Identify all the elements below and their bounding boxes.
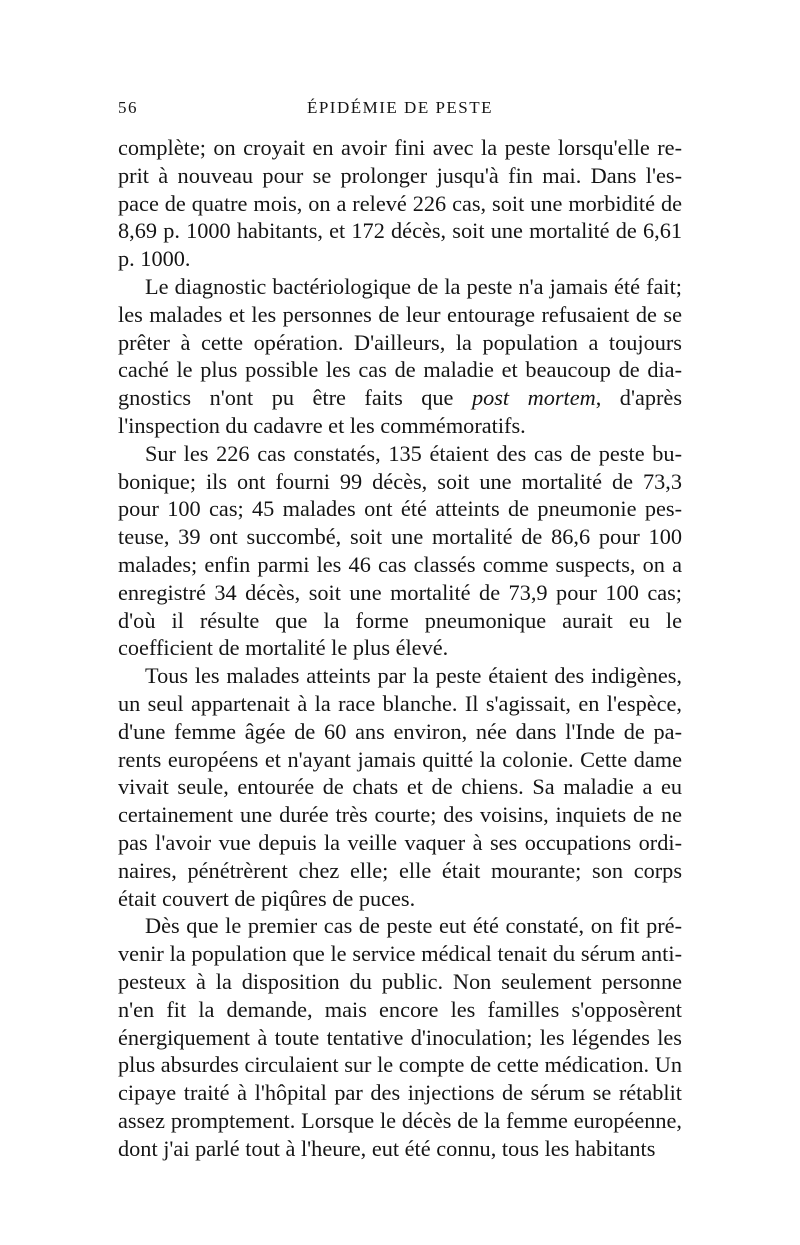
page-number: 56 (118, 98, 138, 117)
paragraph-european-patient: Tous les malades atteints par la peste étaient des indigènes, un seul appartenait à la race blanche. Il s'agissait, en l'espèce, d'une femme âgée de 60 ans environ, née dans l'Inde de pa-rents européens et n'ayant jamais quitté la colonie. Cette dame vivait seule, entourée de chats et de chiens. Sa maladie a eu certainement une durée très courte; des voisins, inquiets de ne pas l'avoir vue depuis la veille vaquer à ses occupations ordi-naires, pénétrèrent chez elle; elle était mourante; son corps était couvert de piqûres de puces. (118, 663, 682, 911)
diagnosis-text-end: , d'après l'inspection du cadavre et les commémoratifs. (118, 385, 683, 438)
running-title: ÉPIDÉMIE DE PESTE (306, 98, 494, 117)
running-header (118, 98, 682, 126)
paragraph-case-statistics: Sur les 226 cas constatés, 135 étaient des cas de peste bu-bonique; ils ont fourni 99 décès, soit une mortalité de 73,3 pour 100 cas; 45 malades ont été atteints de pneumonie pes-teuse, 39 ont succombé, soit une mortalité de 86,6 pour 100 malades; enfin parmi les 46 cas classés comme suspects, on a enregistré 34 décès, soit une mortalité de 73,9 pour 100 cas; d'où il résulte que la forme pneumonique aurait eu le coefficient de mortalité le plus élevé. (118, 440, 682, 661)
paragraph-plague-duration: complète; on croyait en avoir fini avec la peste lorsqu'elle re-prit à nouveau pour se prolonger jusqu'à fin mai. Dans l'es-pace de quatre mois, on a relevé 226 cas, soit une morbidité de 8,69 p. 1000 habitants, et 172 décès, soit une mortalité de 6,61 p. 1000. (118, 135, 682, 272)
diagnosis-text: Le diagnostic bactériologique de la peste n'a jamais été fait; les malades et les personnes de leur entourage refusaient de se prêter à cette opération. D'ailleurs, la population a toujours caché le plus possible les cas de maladie et beaucoup de dia-gnostics n'ont pu être faits que (118, 273, 682, 411)
paragraph-serum-treatment: Dès que le premier cas de peste eut été constaté, on fit pré-venir la population que le service médical tenait du sérum anti-pesteux à la disposition du public. Non seulement personne n'en fit la demande, mais encore les familles s'opposèrent énergiquement à toute tentative d'inoculation; les légendes les plus absurdes circulaient sur le compte de cette médication. Un cipaye traité à l'hôpital par des injections de sérum se rétablit assez promptement. Lorsque le décès de la femme européenne, dont j'ai parlé tout à l'heure, eut été connu, tous les habitants (118, 913, 682, 1161)
body-text (118, 134, 682, 1162)
paragraph-diagnosis (118, 273, 682, 440)
italic-phrase: post mortem (471, 385, 596, 411)
